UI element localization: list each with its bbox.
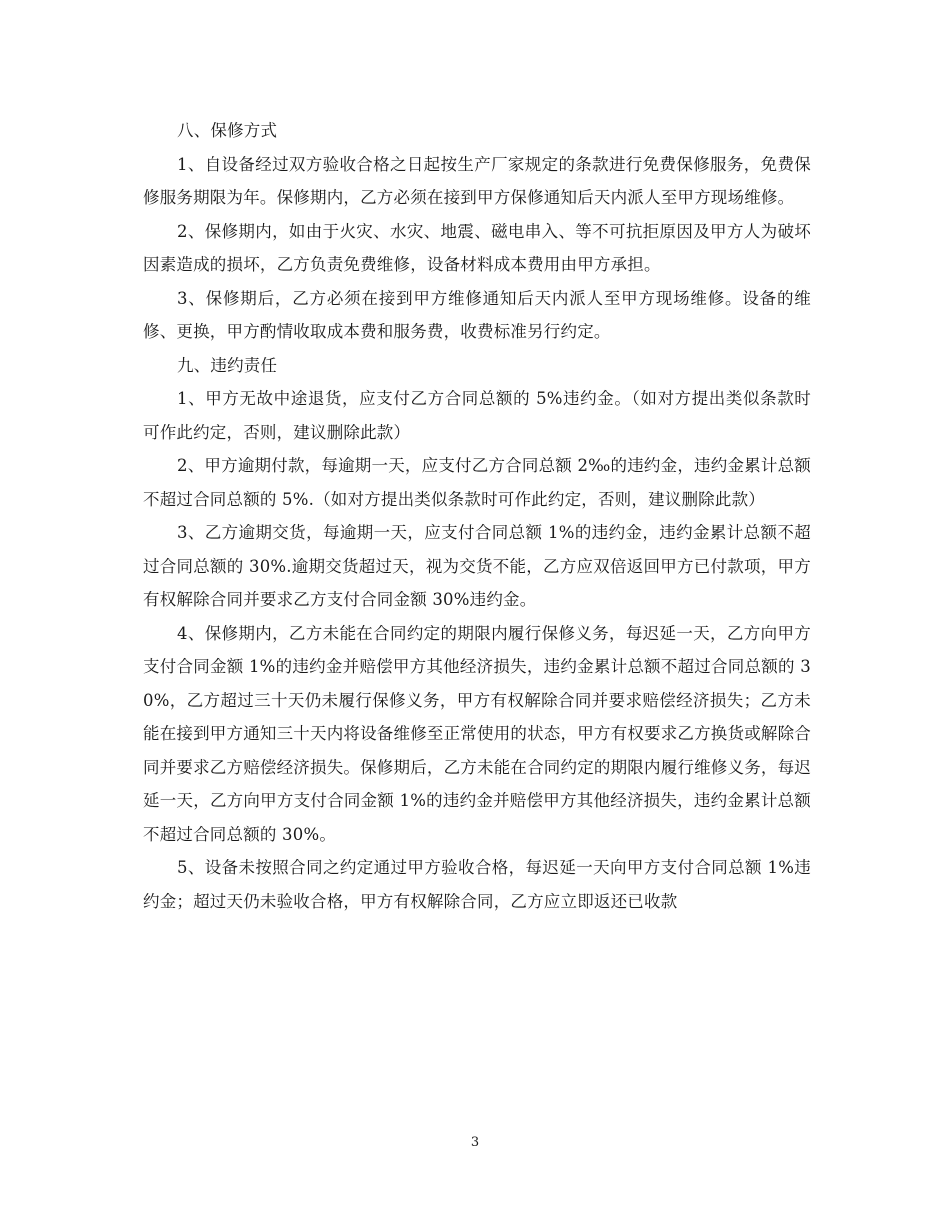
page-number: 3 <box>470 1135 480 1150</box>
liability-clause-5: 5、设备未按照合同之约定通过甲方验收合格，每迟延一天向甲方支付合同总额 1%违约金；超过天仍未验收合格，甲方有权解除合同，乙方应立即返还已收款 <box>143 858 811 911</box>
warranty-clause-3: 3、保修期后，乙方必须在接到甲方维修通知后天内派人至甲方现场维修。设备的维修、更换，甲方酌情收取成本费和服务费，收费标准另行约定。 <box>143 288 811 341</box>
warranty-clause-2: 2、保修期内，如由于火灾、水灾、地震、磁电串入、等不可抗拒原因及甲方人为破坏因素造成的损坏，乙方负责免费维修，设备材料成本费用由甲方承担。 <box>143 221 811 274</box>
warranty-clause-1: 1、自设备经过双方验收合格之日起按生产厂家规定的条款进行免费保修服务，免费保修服务期限为年。保修期内，乙方必须在接到甲方保修通知后天内派人至甲方现场维修。 <box>143 154 811 207</box>
liability-clause-2: 2、甲方逾期付款，每逾期一天，应支付乙方合同总额 2‰的违约金，违约金累计总额不超过合同总额的 5%.（如对方提出类似条款时可作此约定，否则，建议删除此款） <box>143 456 811 509</box>
section-heading-liability: 九、违约责任 <box>177 355 278 375</box>
liability-clause-4: 4、保修期内，乙方未能在合同约定的期限内履行保修义务，每迟延一天，乙方向甲方支付合同金额 1%的违约金并赔偿甲方其他经济损失，违约金累计总额不超过合同总额的 30%，乙方超过三十天仍未履行保修义务，甲方有权解除合同并要求赔偿经济损失；乙方未能在接到甲方通知三十天内将设备维修至正常使用的状态，甲方有权要求乙方换货或解除合同并要求乙方赔偿经济损失。保修期后，乙方未能在合同约定的期限内履行维修义务，每迟延一天，乙方向甲方支付合同金额 1%的违约金并赔偿甲方其他经济损失，违约金累计总额不超过合同总额的 30%。 <box>143 623 811 844</box>
liability-clause-3: 3、乙方逾期交货，每逾期一天，应支付合同总额 1%的违约金，违约金累计总额不超过合同总额的 30%.逾期交货超过天，视为交货不能，乙方应双倍返回甲方已付款项，甲方有权解除合同并要求乙方支付合同金额 30%违约金。 <box>143 523 811 609</box>
section-heading-warranty: 八、保修方式 <box>177 121 278 140</box>
document-body <box>143 114 811 918</box>
liability-clause-1: 1、甲方无故中途退货，应支付乙方合同总额的 5%违约金。（如对方提出类似条款时可作此约定，否则，建议删除此款） <box>143 389 811 442</box>
